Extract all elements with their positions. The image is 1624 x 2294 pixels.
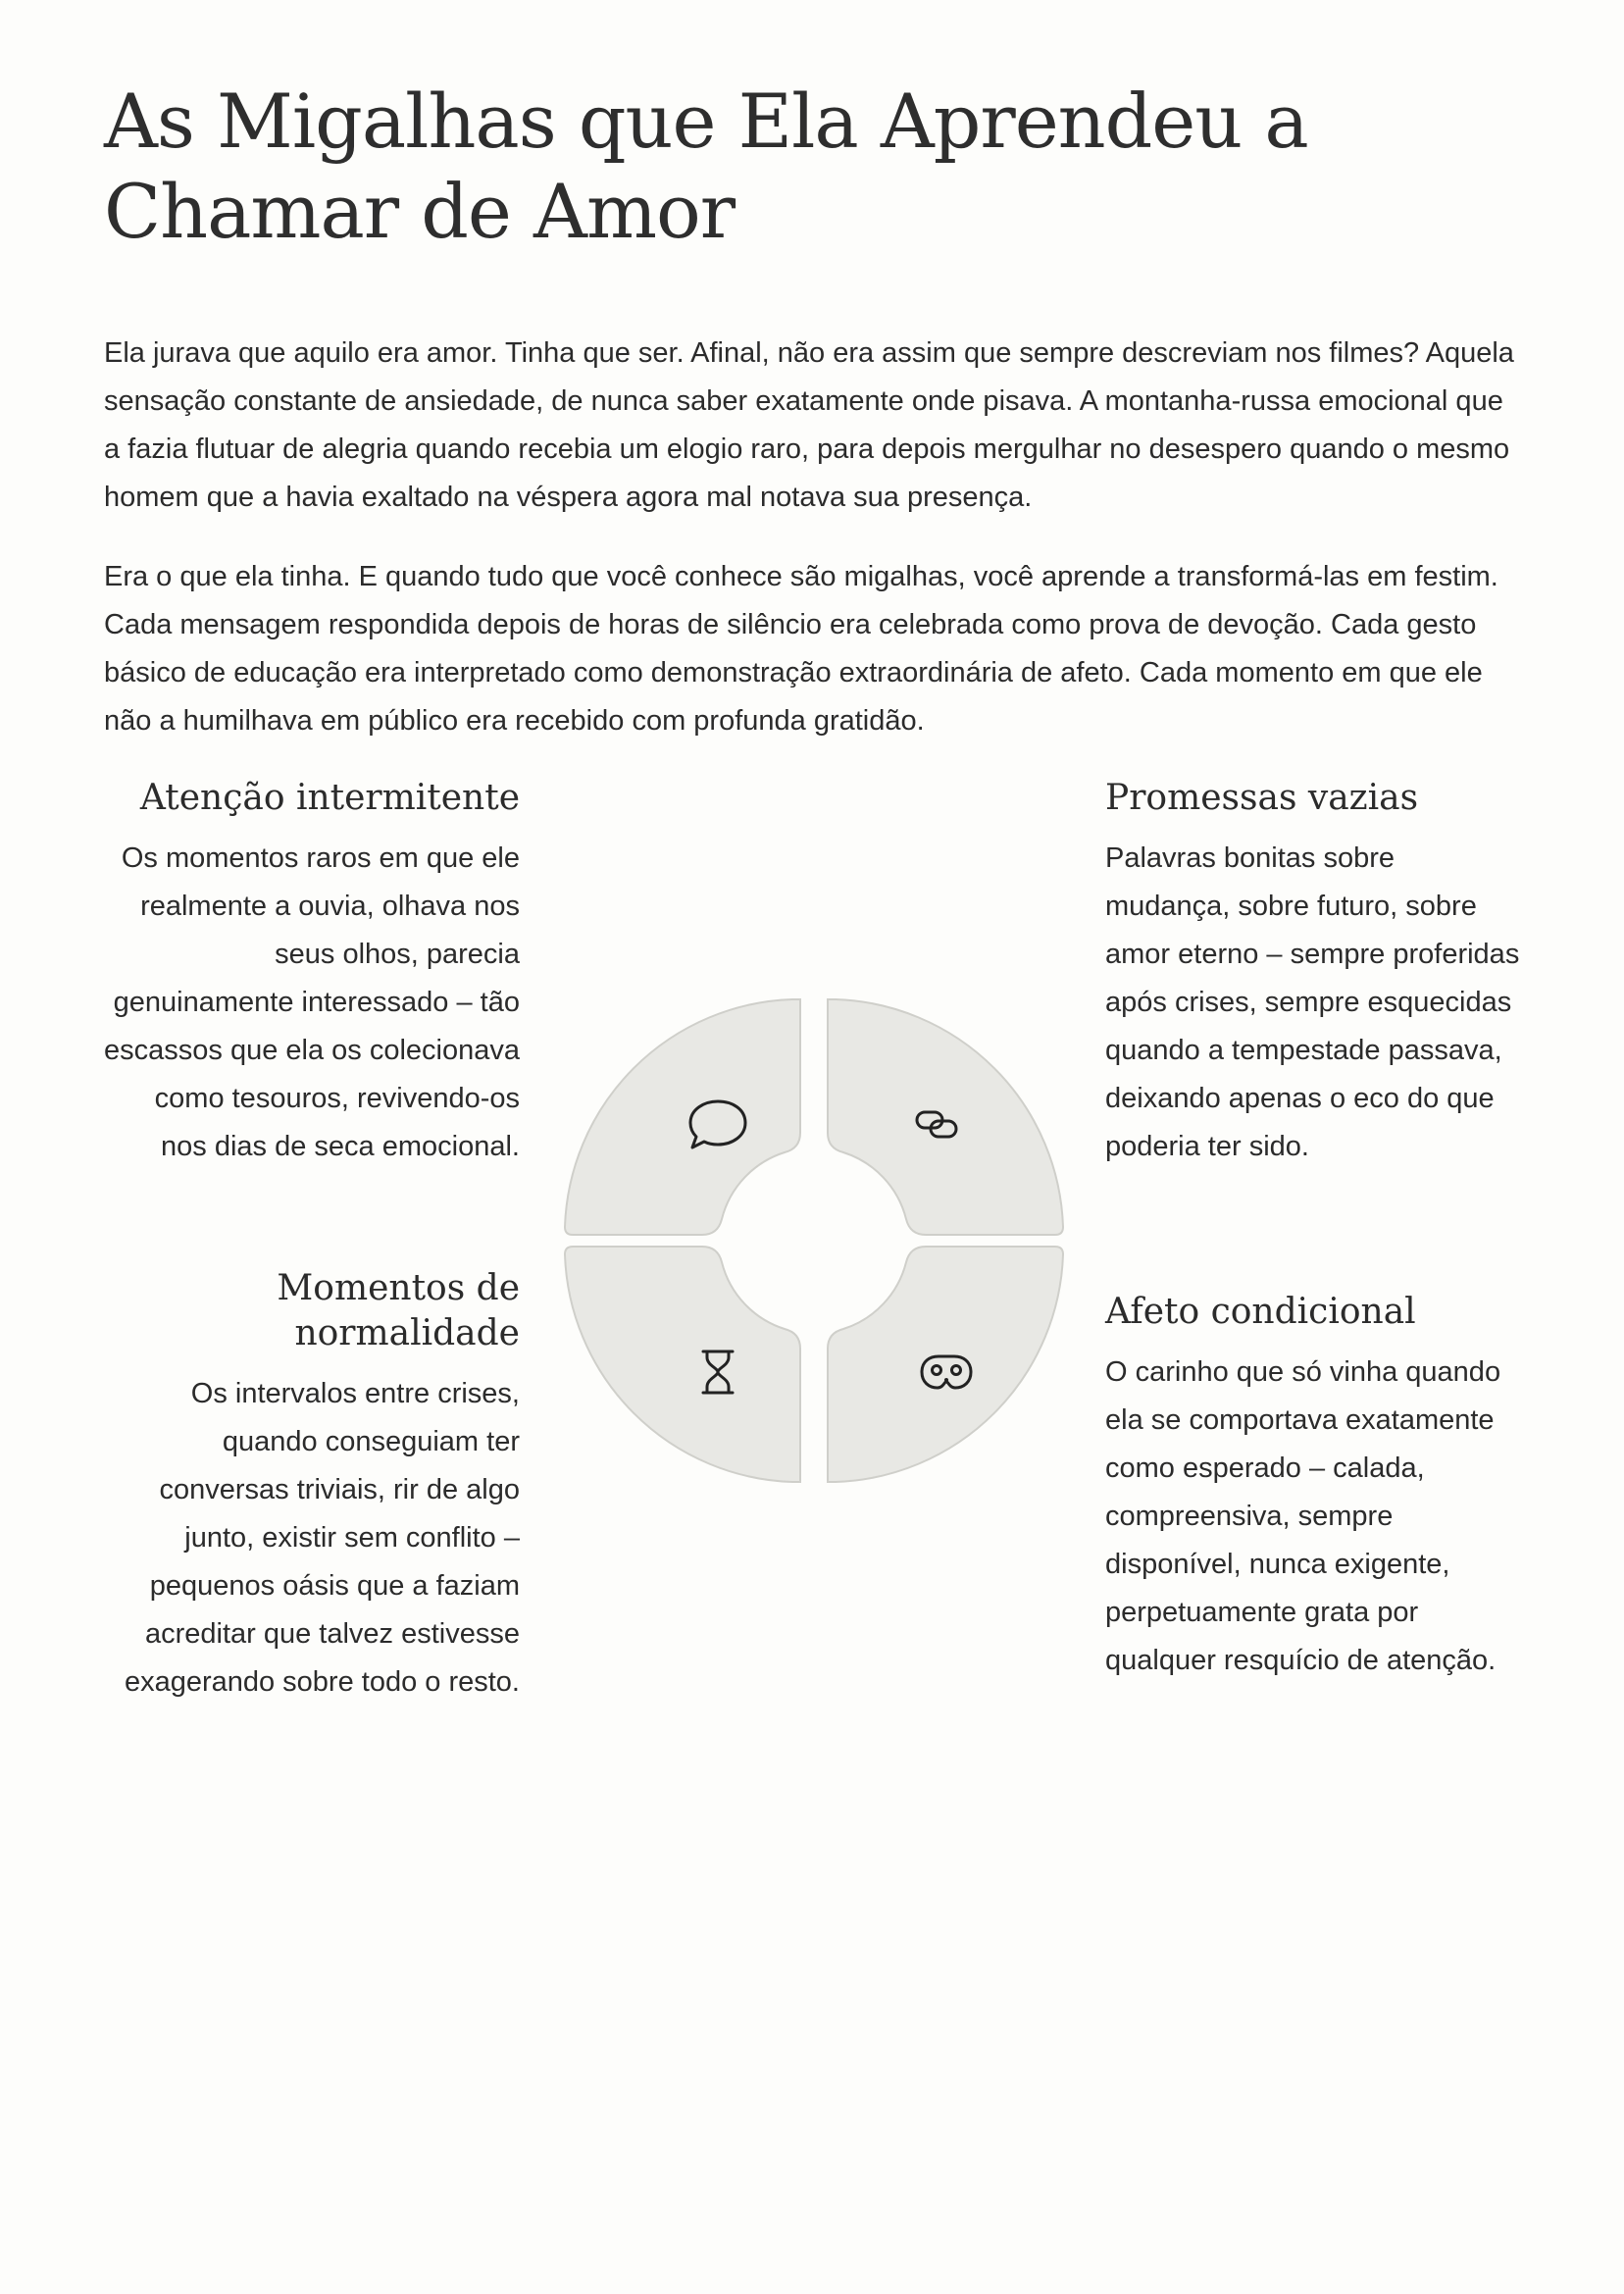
block-text: Palavras bonitas sobre mudança, sobre futuro, sobre amor eterno – sempre proferidas após crises, sempre esquecidas quando a tempestade passava, deixando apenas o eco do que poderia ter sido.	[1105, 842, 1520, 1162]
ring-segment-bottom-left	[565, 1247, 800, 1482]
block-heading: Afeto condicional	[1105, 1292, 1416, 1332]
block-heading: Momentos de normalidade	[277, 1268, 520, 1353]
block-afeto-condicional	[1105, 1290, 1521, 1685]
block-heading: Atenção intermitente	[139, 778, 520, 818]
ring-segment-top-left	[565, 999, 800, 1235]
four-segment-ring-diagram	[549, 976, 1079, 1505]
block-promessas-vazias	[1105, 776, 1521, 1171]
block-heading: Promessas vazias	[1105, 778, 1419, 818]
block-text: Os intervalos entre crises, quando conseguiam ter conversas triviais, rir de algo junto, existir sem conflito – pequenos oásis que a faziam acreditar que talvez estivesse exagerando sobre todo o resto.	[124, 1378, 520, 1698]
ring-segment-bottom-right	[828, 1247, 1063, 1482]
ring-segment-top-right	[828, 999, 1063, 1235]
page-title: As Migalhas que Ela Aprendeu a Chamar de Amor	[104, 77, 1308, 255]
block-momentos-de-normalidade	[104, 1266, 520, 1707]
block-atencao-intermitente	[104, 776, 520, 1171]
block-text: Os momentos raros em que ele realmente a ouvia, olhava nos seus olhos, parecia genuinamente interessado – tão escassos que ela os colecionava como tesouros, revivendo-os nos dias de seca emocional.	[104, 842, 520, 1162]
intro-paragraph-1: Ela jurava que aquilo era amor. Tinha que ser. Afinal, não era assim que sempre descreviam nos filmes? Aquela sensação constante de ansiedade, de nunca saber exatamente onde pisava. A montanha-russa emocional que a fazia flutuar de alegria quando recebia um elogio raro, para depois mergulhar no desespero quando o mesmo homem que a havia exaltado na véspera agora mal notava sua presença.	[104, 337, 1514, 513]
intro-paragraph-2: Era o que ela tinha. E quando tudo que você conhece são migalhas, você aprende a transformá-las em festim. Cada mensagem respondida depois de horas de silêncio era celebrada como prova de devoção. Cada gesto básico de educação era interpretado como demonstração extraordinária de afeto. Cada momento em que ele não a humilhava em público era recebido com profunda gratidão.	[104, 561, 1498, 737]
block-text: O carinho que só vinha quando ela se comportava exatamente como esperado – calada, compreensiva, sempre disponível, nunca exigente, perpetuamente grata por qualquer resquício de atenção.	[1105, 1356, 1501, 1676]
